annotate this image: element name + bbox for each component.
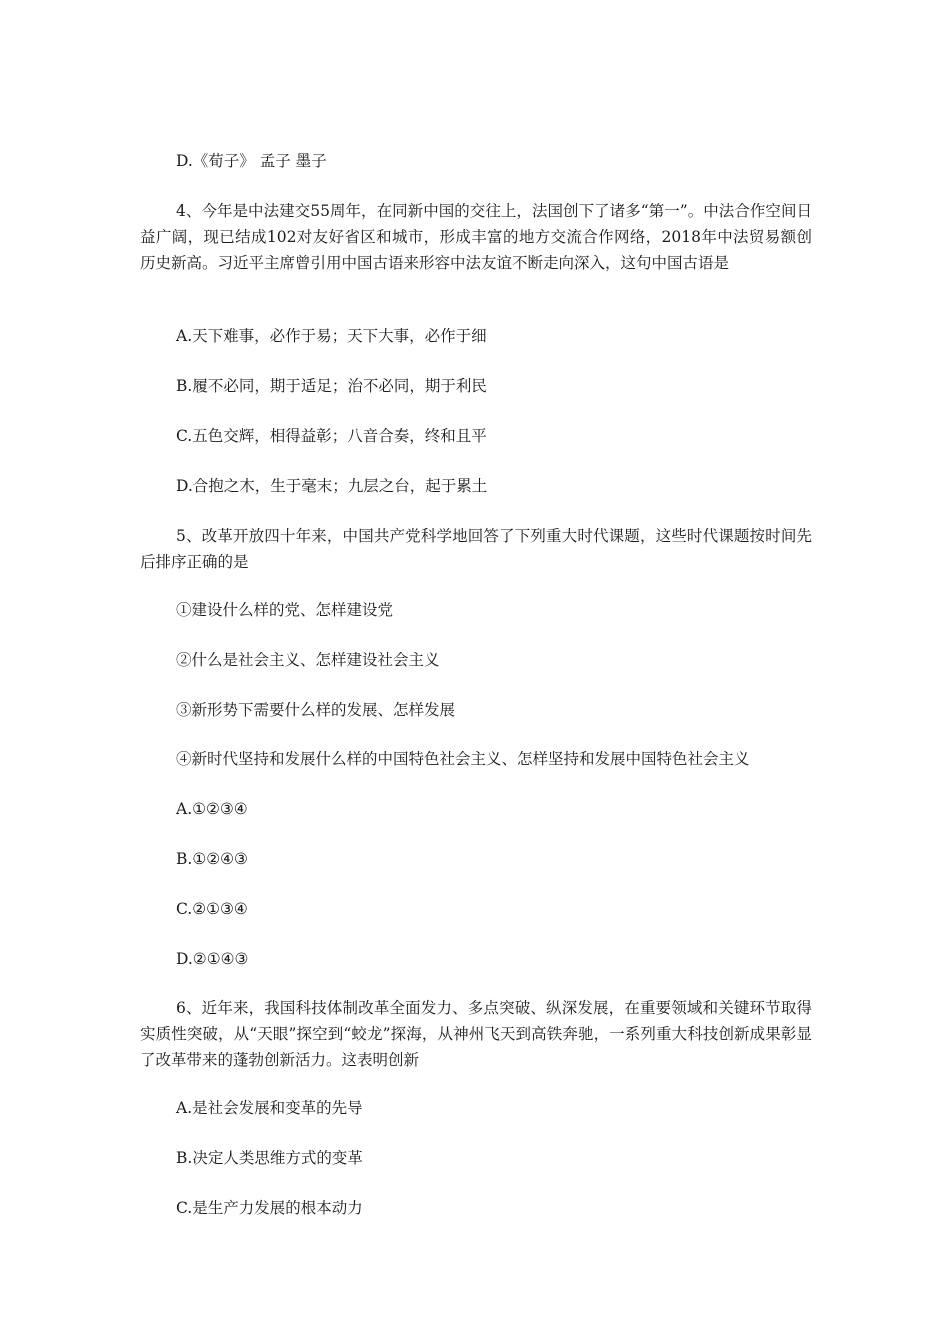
q5-option-a: A.①②③④ (176, 800, 248, 818)
q5-option-d: D.②①④③ (176, 950, 249, 968)
q6-option-b: B.决定人类思维方式的变革 (176, 1149, 363, 1167)
q3-option-d: D.《荀子》 孟子 墨子 (176, 152, 327, 170)
q4-stem: 4、今年是中法建交55周年，在同新中国的交往上，法国创下了诸多“第一”。中法合作空间日益广阔，现已结成102对友好省区和城市，形成丰富的地方交流合作网络，2018年中法贸易额创历史新高。习近平主席曾引用中国古语来形容中法友谊不断走向深入，这句中国古语是 (140, 202, 812, 272)
q4-option-c: C.五色交辉，相得益彰；八音合奏，终和且平 (176, 427, 487, 445)
q6-stem: 6、近年来，我国科技体制改革全面发力、多点突破、纵深发展，在重要领域和关键环节取得实质性突破，从“天眼”探空到“蛟龙”探海，从神州飞天到高铁奔驰，一系列重大科技创新成果彰显了改革带来的蓬勃创新活力。这表明创新 (140, 999, 812, 1069)
q5-item-2: ②什么是社会主义、怎样建设社会主义 (176, 651, 440, 669)
q5-item-3: ③新形势下需要什么样的发展、怎样发展 (176, 701, 456, 719)
q4-option-d: D.合抱之木，生于毫末；九层之台，起于累土 (176, 477, 488, 495)
q5-stem: 5、改革开放四十年来，中国共产党科学地回答了下列重大时代课题，这些时代课题按时间先后排序正确的是 (140, 527, 812, 571)
q5-item-1: ①建设什么样的党、怎样建设党 (176, 601, 394, 619)
q5-option-c: C.②①③④ (176, 900, 248, 918)
q5-item-4: ④新时代坚持和发展什么样的中国特色社会主义、怎样坚持和发展中国特色社会主义 (176, 750, 750, 768)
q6-option-a: A.是社会发展和变革的先导 (176, 1099, 363, 1117)
q5-option-b: B.①②④③ (176, 850, 248, 868)
q6-option-c: C.是生产力发展的根本动力 (176, 1199, 363, 1217)
q4-option-a: A.天下难事，必作于易；天下大事，必作于细 (176, 327, 487, 345)
q4-option-b: B.履不必同，期于适足；治不必同，期于利民 (176, 377, 487, 395)
